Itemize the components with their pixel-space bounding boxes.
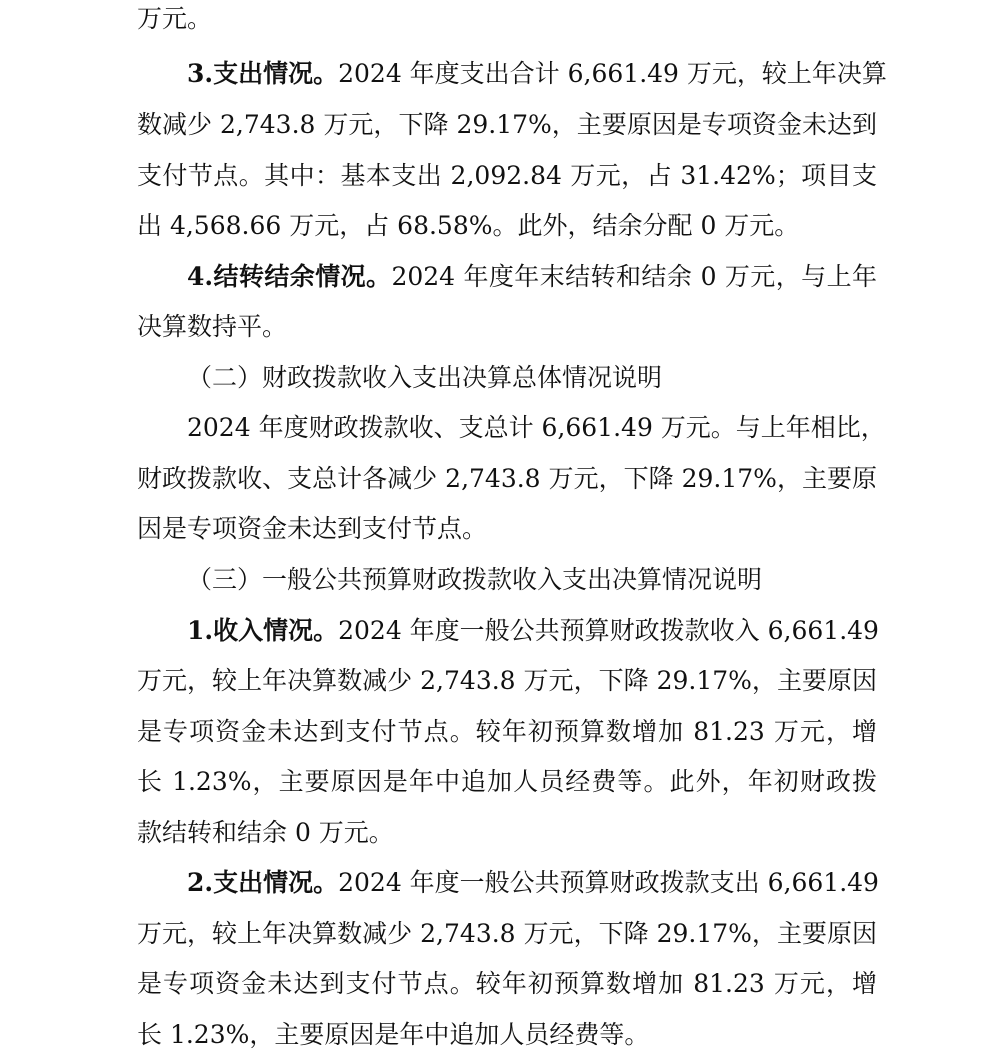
expense-label: 2.支出情况。 [187,868,339,897]
expenditure-paragraph-first-line [187,57,887,91]
section-heading-three: （三）一般公共预算财政拨款收入支出决算情况说明 [187,565,763,594]
paragraph-line: 万元，较上年决算数减少 2,743.8 万元，下降 29.17%，主要原因 [137,919,877,948]
paragraph-line: 出 4,568.66 万元，占 68.58%。此外，结余分配 0 万元。 [137,211,800,240]
paragraph-line: 数减少 2,743.8 万元，下降 29.17%，主要原因是专项资金未达到 [137,110,877,139]
paragraph-line: 款结转和结余 0 万元。 [137,818,394,847]
section-heading-two: （二）财政拨款收入支出决算总体情况说明 [187,363,663,392]
income-label: 1.收入情况。 [187,616,339,645]
paragraph-text: 2024 年度年末结转和结余 0 万元，与上年 [391,262,877,291]
paragraph-line: 支付节点。其中：基本支出 2,092.84 万元，占 31.42%；项目支 [137,161,877,190]
paragraph-line: 万元，较上年决算数减少 2,743.8 万元，下降 29.17%，主要原因 [137,666,877,695]
paragraph-line: 长 1.23%，主要原因是年中追加人员经费等。此外，年初财政拨 [137,767,877,796]
paragraph-line: 因是专项资金未达到支付节点。 [137,514,488,543]
paragraph-line: 万元。 [137,4,213,33]
paragraph-line: 2024 年度财政拨款收、支总计 6,661.49 万元。与上年相比， [187,413,886,442]
paragraph-text: 2024 年度一般公共预算财政拨款支出 6,661.49 [338,868,879,897]
paragraph-line: 是专项资金未达到支付节点。较年初预算数增加 81.23 万元，增 [137,969,877,998]
paragraph-text: 2024 年度一般公共预算财政拨款收入 6,661.49 [338,616,879,645]
expense-paragraph-first-line [187,866,877,900]
carryover-label: 4.结转结余情况。 [187,262,392,291]
paragraph-line: 财政拨款收、支总计各减少 2,743.8 万元，下降 29.17%，主要原 [137,464,877,493]
expenditure-label: 3.支出情况。 [187,59,339,88]
income-paragraph-first-line [187,614,877,648]
paragraph-line: 决算数持平。 [137,312,288,341]
carryover-paragraph-first-line [187,260,877,294]
paragraph-text: 2024 年度支出合计 6,661.49 万元，较上年决算 [338,59,887,88]
paragraph-line: 长 1.23%，主要原因是年中追加人员经费等。 [137,1020,650,1049]
paragraph-line: 是专项资金未达到支付节点。较年初预算数增加 81.23 万元，增 [137,717,877,746]
